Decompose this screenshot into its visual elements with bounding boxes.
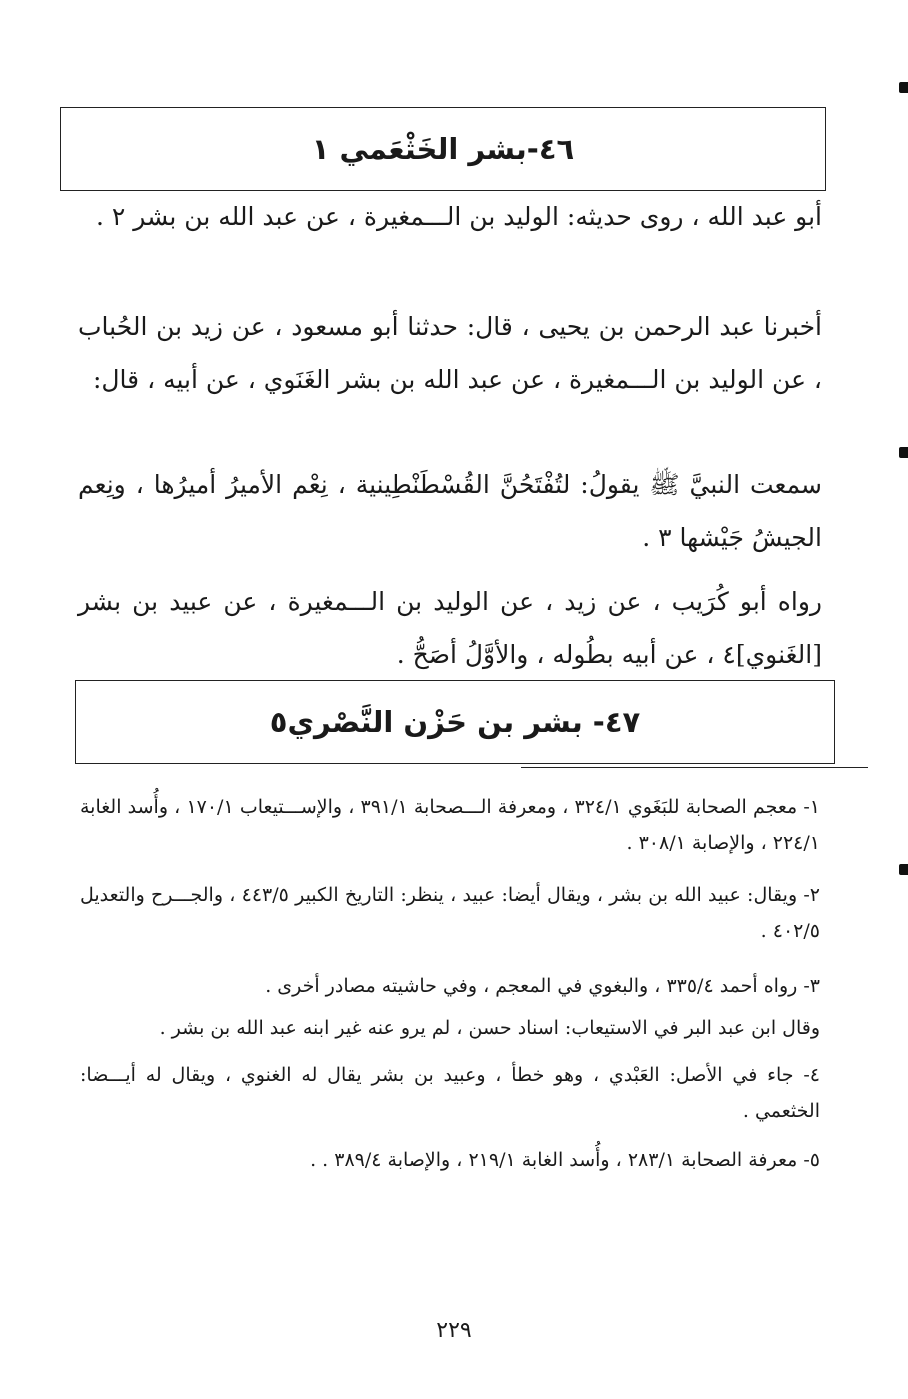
footnote-1: ١- معجم الصحابة للبَغَوي ٣٢٤/١ ، ومعرفة الـــصحابة ٣٩١/١ ، والإســـتيعاب ١٧٠/١ ، وأُسد الغابة ٢٢٤/١ ، والإصابة ٣٠٨/١ . — [80, 796, 820, 854]
entry-heading-46 — [60, 107, 826, 191]
entry-heading-47-text: ٤٧- بشر بن حَزْن النَّصْري٥ — [269, 705, 641, 739]
paragraph-4: رواه أبو كُرَيب ، عن زيد ، عن الوليد بن الـــمغيرة ، عن عبيد بن بشر [الغَنوي]٤ ، عن أبيه بطُوله ، والأوَّلُ أصَحُّ . — [78, 587, 822, 669]
footnote-5: ٥- معرفة الصحابة ٢٨٣/١ ، وأُسد الغابة ٢١٩/١ ، والإصابة ٣٨٩/٤ . . — [310, 1149, 820, 1171]
page-number: ٢٢٩ — [436, 1318, 472, 1343]
footnote-2: ٢- ويقال: عبيد الله بن بشر ، ويقال أيضا: عبيد ، ينظر: التاريخ الكبير ٤٤٣/٥ ، والجـــرح والتعديل ٤٠٢/٥ . — [80, 884, 820, 942]
footnote-3: ٣- رواه أحمد ٣٣٥/٤ ، والبغوي في المعجم ، وفي حاشيته مصادر أخرى . — [265, 975, 820, 997]
paragraph-1: أبو عبد الله ، روى حديثه: الوليد بن الـــمغيرة ، عن عبد الله بن بشر ٢ . — [96, 202, 822, 231]
margin-mark — [899, 864, 908, 875]
footnote-separator — [521, 767, 868, 768]
paragraph-3: سمعت النبيَّ ﷺ يقولُ: لتُفْتَحُنَّ القُسْطَنْطِينية ، نِعْم الأميرُ أميرُها ، ونِعم الجيشُ جَيْشها ٣ . — [78, 470, 822, 552]
paragraph-2: أخبرنا عبد الرحمن بن يحيى ، قال: حدثنا أبو مسعود ، عن زيد بن الحُباب ، عن الوليد بن الـــمغيرة ، عن عبد الله بن بشر الغَنَوي ، عن أبيه ، قال: — [78, 312, 822, 394]
margin-mark — [899, 447, 908, 458]
entry-heading-47 — [75, 680, 835, 764]
entry-heading-46-text: ٤٦-بشر الخَثْعَمي ١ — [311, 132, 575, 166]
footnote-3-note: وقال ابن عبد البر في الاستيعاب: اسناد حسن ، لم يرو عنه غير ابنه عبد الله بن بشر . — [159, 1017, 820, 1039]
margin-mark — [899, 82, 908, 93]
footnote-4: ٤- جاء في الأصل: العَبْدي ، وهو خطأ ، وعبيد بن بشر يقال له الغنوي ، ويقال له أيـــضا: الخثعمي . — [80, 1064, 820, 1122]
